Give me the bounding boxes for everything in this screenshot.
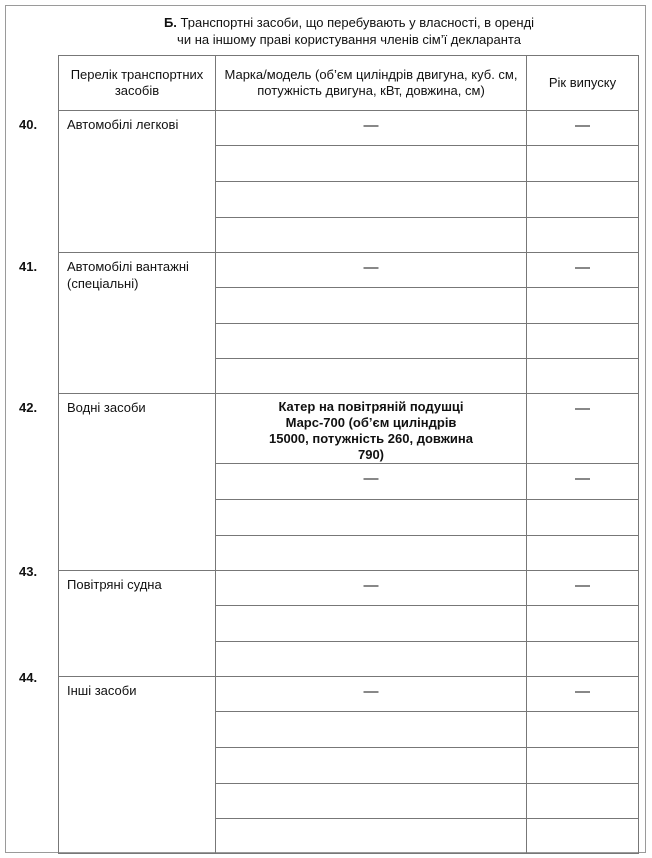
year-cell: — — [527, 677, 639, 712]
category-cell: Автомобілі легкові — [59, 111, 216, 253]
year-cell — [527, 182, 639, 218]
model-cell: — — [216, 111, 527, 146]
year-cell: — — [527, 571, 639, 606]
section-title-line1: Транспортні засоби, що перебувають у власності, в оренді — [180, 15, 535, 30]
row-number: 41. — [19, 259, 38, 274]
year-cell — [527, 748, 639, 784]
model-cell — [216, 146, 527, 182]
category-cell: Водні засоби — [59, 394, 216, 571]
vehicles-table — [58, 55, 639, 854]
model-cell — [216, 218, 527, 253]
row-number: 42. — [19, 400, 38, 415]
table-row — [59, 571, 639, 606]
model-cell — [216, 182, 527, 218]
model-cell — [216, 288, 527, 324]
year-cell — [527, 359, 639, 394]
model-cell — [216, 819, 527, 854]
model-cell — [216, 606, 527, 642]
category-cell: Повітряні судна — [59, 571, 216, 677]
model-cell — [216, 359, 527, 394]
year-cell — [527, 324, 639, 359]
category-cell: Автомобілі вантажні (спеціальні) — [59, 253, 216, 394]
model-cell: — — [216, 677, 527, 712]
model-cell — [216, 500, 527, 536]
header-model: Марка/модель (об’єм циліндрів двигуна, куб. см, потужність двигуна, кВт, довжина, см) — [216, 56, 527, 111]
year-cell — [527, 784, 639, 819]
section-title — [60, 14, 638, 48]
year-cell — [527, 536, 639, 571]
year-cell — [527, 146, 639, 182]
header-year: Рік випуску — [527, 56, 639, 111]
row-number: 43. — [19, 564, 38, 579]
year-cell — [527, 819, 639, 854]
model-cell — [216, 536, 527, 571]
table-row — [59, 677, 639, 712]
model-cell — [216, 748, 527, 784]
year-cell — [527, 606, 639, 642]
model-cell — [216, 712, 527, 748]
table-row — [59, 111, 639, 146]
row-number: 44. — [19, 670, 38, 685]
year-cell — [527, 712, 639, 748]
model-cell — [216, 784, 527, 819]
section-letter: Б. — [163, 15, 177, 30]
model-cell: — — [216, 571, 527, 606]
table-row — [59, 394, 639, 464]
year-cell — [527, 218, 639, 253]
year-cell: — — [527, 394, 639, 464]
year-cell: — — [527, 464, 639, 500]
year-cell — [527, 642, 639, 677]
model-cell — [216, 642, 527, 677]
year-cell: — — [527, 111, 639, 146]
model-cell: Катер на повітряній подушці Марс-700 (об’єм циліндрів 15000, потужність 260, довжина 790) — [216, 394, 527, 464]
header-type: Перелік транспортних засобів — [59, 56, 216, 111]
table-row — [59, 253, 639, 288]
row-number: 40. — [19, 117, 38, 132]
category-cell: Інші засоби — [59, 677, 216, 854]
section-title-line2: чи на іншому праві користування членів сім’ї декларанта — [177, 32, 521, 47]
year-cell — [527, 500, 639, 536]
model-cell — [216, 324, 527, 359]
model-cell: — — [216, 464, 527, 500]
year-cell — [527, 288, 639, 324]
year-cell: — — [527, 253, 639, 288]
model-cell: — — [216, 253, 527, 288]
